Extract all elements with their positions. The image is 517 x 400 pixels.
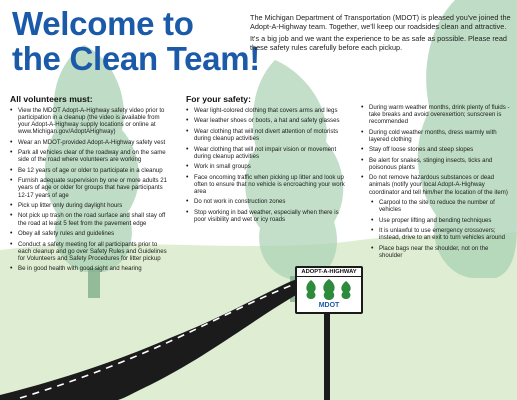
volunteer-rules-column xyxy=(10,94,170,276)
sign-bottom-text: MDOT xyxy=(318,302,340,309)
list-item: • Pick up litter only during daylight hours xyxy=(10,202,170,209)
safety-list xyxy=(186,107,352,223)
sub-list-item: • Use proper lifting and bending techniques xyxy=(371,217,511,224)
sub-list-item: • Place bags near the shoulder, not on the shoulder xyxy=(371,245,511,259)
list-item: • Wear leather shoes or boots, a hat and safety glasses xyxy=(186,117,352,124)
list-item: • Conduct a safety meeting for all participants prior to each cleanup and go over Safety Rules and Guidelines for Volunteers and Safety Procedures for litter pickup xyxy=(10,241,170,262)
list-item: • During cold weather months, dress warmly with layered clothing xyxy=(361,129,511,143)
list-item: • View the MDOT Adopt-A-Highway safety video prior to participation in a cleanup (the video is available from your Adopt-A-Highway supply locations or online at www.Michigan.gov/AdoptAHighway) xyxy=(10,107,170,135)
adopt-a-highway-sign xyxy=(295,266,363,314)
intro-paragraph-2: It's a big job and we want the experience to be as safe as possible. Please read these safety rules carefully before each pickup. xyxy=(250,34,507,52)
volunteer-rules-list xyxy=(10,107,170,272)
list-item: • Wear clothing that will not divert attention of motorists during cleanup activities xyxy=(186,128,352,142)
list-item: • Do not work in construction zones xyxy=(186,198,352,205)
list-item: • Be alert for snakes, stinging insects, ticks and poisonous plants xyxy=(361,157,511,171)
additional-safety-column xyxy=(361,104,511,262)
list-item: • Wear light-colored clothing that covers arms and legs xyxy=(186,107,352,114)
list-item: • Wear an MDOT-provided Adopt-A-Highway safety vest xyxy=(10,139,170,146)
intro-text xyxy=(250,14,512,56)
list-item: • Be 12 years of age or older to participate in a cleanup xyxy=(10,167,170,174)
list-item: • During warm weather months, drink plenty of fluids - take breaks and avoid overexertion; sunscreen is recommended xyxy=(361,104,511,125)
list-item: • Obey all safety rules and guidelines xyxy=(10,230,170,237)
sign-top-text: ADOPT-A-HIGHWAY xyxy=(297,268,361,277)
page-title xyxy=(12,6,260,76)
title-line-2: the Clean Team! xyxy=(12,40,260,77)
title-line-1: Welcome to xyxy=(12,5,194,42)
list-item: • Do not remove hazardous substances or dead animals (notify your local Adopt-A-Highway coordinator and tell him/her the location of the item) xyxy=(361,174,511,195)
safety-column xyxy=(186,94,352,226)
list-item: • Not pick up trash on the road surface and shall stay off the road at least 5 feet from the pavement edge xyxy=(10,212,170,226)
list-item: • Park all vehicles clear of the roadway and on the same side of the road where volunteers are working xyxy=(10,149,170,163)
safety-heading: For your safety: xyxy=(186,94,251,104)
list-item: • Stay off loose stones and steep slopes xyxy=(361,146,511,153)
list-item: • Work in small groups xyxy=(186,163,352,170)
volunteer-rules-heading: All volunteers must: xyxy=(10,94,93,104)
list-item: • Furnish adequate supervision by one or more adults 21 years of age or older for groups that have participants 12-17 years of age xyxy=(10,177,170,198)
list-item: • Face oncoming traffic when picking up litter and look up often to ensure that no vehicle is encroaching your work area xyxy=(186,174,352,195)
sub-list-item: • It is unlawful to use emergency crossovers; instead, drive to an exit to turn vehicles around xyxy=(371,227,511,241)
additional-safety-list xyxy=(361,104,511,259)
list-item: • Be in good health with good sight and hearing xyxy=(10,265,170,272)
list-item: • Wear clothing that will not impair vision or movement during cleanup activities xyxy=(186,146,352,160)
sign-post xyxy=(324,312,330,400)
sub-list-item: • Carpool to the site to reduce the number of vehicles xyxy=(371,199,511,213)
sign-trees-icon xyxy=(297,277,361,301)
intro-paragraph-1: The Michigan Department of Transportation (MDOT) is pleased you've joined the Adopt-A-Highway team. Together, we'll keep our roadsides clean and attractive. xyxy=(250,13,511,31)
list-item: • Stop working in bad weather, especially when there is poor visibility and wet or icy roads xyxy=(186,209,352,223)
